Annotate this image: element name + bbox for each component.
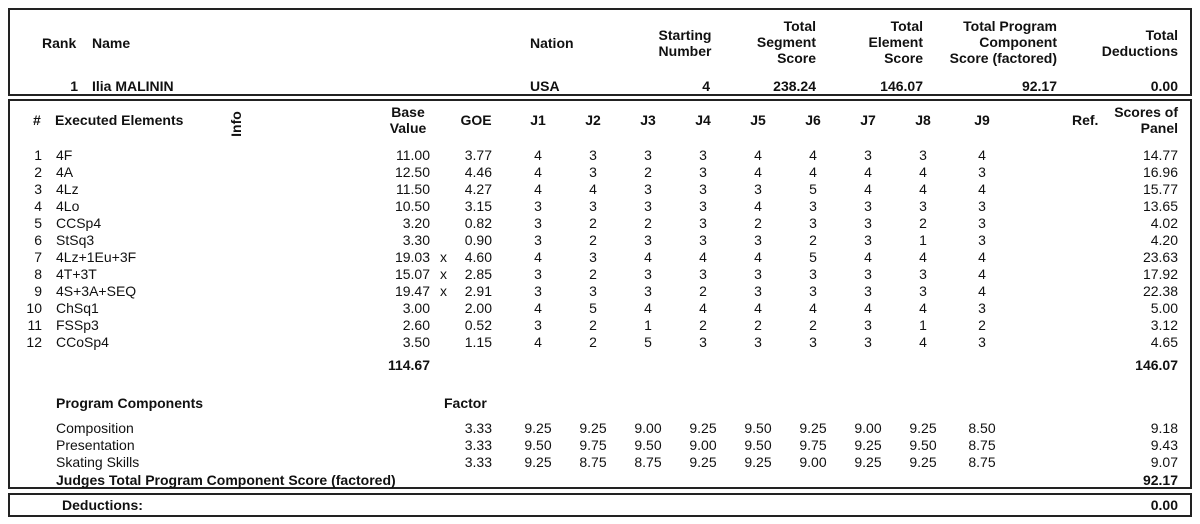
total-deductions-header: Total Deductions	[1101, 27, 1178, 59]
element-judge-score-7: 4	[864, 164, 872, 180]
component-judge-score-9: 8.75	[968, 454, 996, 470]
element-judge-score-4: 3	[699, 147, 707, 163]
element-panel-score: 4.02	[1150, 215, 1178, 231]
starting-number-header: Starting Number	[658, 27, 712, 59]
element-judge-score-1: 4	[534, 300, 542, 316]
component-name: Skating Skills	[56, 454, 140, 470]
skater-total-segment-score: 238.24	[773, 78, 816, 94]
element-judge-score-2: 2	[589, 317, 597, 333]
element-name: ChSq1	[56, 300, 99, 316]
element-judge-score-3: 2	[644, 215, 652, 231]
judge-header-9: J9	[974, 112, 990, 128]
element-judge-score-6: 5	[809, 249, 817, 265]
element-judge-score-7: 3	[864, 317, 872, 333]
element-judge-score-7: 4	[864, 181, 872, 197]
element-goe: 4.27	[464, 181, 492, 197]
element-judge-score-3: 4	[644, 249, 652, 265]
element-judge-score-8: 1	[919, 317, 927, 333]
element-judge-score-3: 3	[644, 232, 652, 248]
element-base-value: 3.50	[402, 334, 430, 350]
element-base-value: 19.47	[394, 283, 430, 299]
element-base-value: 19.03	[394, 249, 430, 265]
element-judge-score-8: 1	[919, 232, 927, 248]
component-judge-score-3: 9.50	[634, 437, 662, 453]
element-judge-score-1: 3	[534, 198, 542, 214]
element-judge-score-8: 3	[919, 147, 927, 163]
component-factor: 3.33	[464, 437, 492, 453]
element-judge-score-6: 2	[809, 232, 817, 248]
component-judge-score-8: 9.25	[909, 420, 937, 436]
element-panel-score: 16.96	[1142, 164, 1178, 180]
element-judge-score-4: 3	[699, 198, 707, 214]
element-goe: 4.60	[464, 249, 492, 265]
element-base-value: 15.07	[394, 266, 430, 282]
component-judge-score-1: 9.50	[524, 437, 552, 453]
element-judge-score-7: 3	[864, 147, 872, 163]
element-judge-score-7: 4	[864, 249, 872, 265]
judge-header-4: J4	[695, 112, 711, 128]
element-judge-score-5: 3	[754, 334, 762, 350]
element-name: 4F	[56, 147, 73, 163]
element-judge-score-8: 3	[919, 283, 927, 299]
element-row	[0, 317, 1200, 334]
element-judge-score-1: 4	[534, 249, 542, 265]
component-factor: 3.33	[464, 454, 492, 470]
component-judge-score-8: 9.50	[909, 437, 937, 453]
element-number: 8	[34, 266, 42, 282]
element-goe: 0.82	[464, 215, 492, 231]
element-judge-score-8: 4	[919, 181, 927, 197]
element-judge-score-3: 2	[644, 164, 652, 180]
element-number: 2	[34, 164, 42, 180]
element-judge-score-3: 4	[644, 300, 652, 316]
element-bonus-marker: x	[440, 249, 447, 265]
element-goe: 3.77	[464, 147, 492, 163]
element-judge-score-7: 3	[864, 334, 872, 350]
element-judge-score-6: 2	[809, 317, 817, 333]
total-segment-score-header: Total Segment Score	[756, 18, 816, 66]
element-number-header: #	[33, 112, 41, 128]
element-name: CCSp4	[56, 215, 102, 231]
element-number: 10	[26, 300, 42, 316]
element-judge-score-4: 3	[699, 266, 707, 282]
component-judge-score-7: 9.25	[854, 437, 882, 453]
element-judge-score-5: 3	[754, 181, 762, 197]
component-judge-score-3: 8.75	[634, 454, 662, 470]
component-name: Presentation	[56, 437, 135, 453]
element-name: 4A	[56, 164, 74, 180]
component-judge-score-1: 9.25	[524, 420, 552, 436]
element-judge-score-7: 3	[864, 266, 872, 282]
component-judge-score-7: 9.25	[854, 454, 882, 470]
element-row	[0, 215, 1200, 232]
element-judge-score-5: 4	[754, 198, 762, 214]
element-judge-score-4: 3	[699, 232, 707, 248]
element-judge-score-5: 4	[754, 300, 762, 316]
element-judge-score-6: 4	[809, 147, 817, 163]
judge-header-3: J3	[640, 112, 656, 128]
element-judge-score-7: 3	[864, 232, 872, 248]
element-judge-score-2: 3	[589, 147, 597, 163]
element-row	[0, 249, 1200, 266]
element-goe: 0.90	[464, 232, 492, 248]
element-name: CCoSp4	[56, 334, 109, 350]
element-judge-score-7: 4	[864, 300, 872, 316]
component-judge-score-6: 9.25	[799, 420, 827, 436]
judge-header-7: J7	[860, 112, 876, 128]
judge-header-2: J2	[585, 112, 601, 128]
element-judge-score-4: 3	[699, 215, 707, 231]
element-judge-score-2: 2	[589, 215, 597, 231]
element-judge-score-4: 3	[699, 181, 707, 197]
component-judge-score-9: 8.75	[968, 437, 996, 453]
component-judge-score-2: 8.75	[579, 454, 607, 470]
component-judge-score-2: 9.75	[579, 437, 607, 453]
element-judge-score-8: 2	[919, 215, 927, 231]
element-panel-score: 13.65	[1142, 198, 1178, 214]
element-bonus-marker: x	[440, 266, 447, 282]
name-header: Name	[92, 35, 131, 51]
element-judge-score-7: 3	[864, 215, 872, 231]
element-judge-score-5: 3	[754, 283, 762, 299]
element-number: 5	[34, 215, 42, 231]
element-judge-score-1: 3	[534, 317, 542, 333]
element-goe: 2.00	[464, 300, 492, 316]
component-judge-score-5: 9.50	[744, 420, 772, 436]
element-name: 4Lz	[56, 181, 79, 197]
element-judge-score-4: 4	[699, 249, 707, 265]
skater-total-element-score: 146.07	[880, 78, 923, 94]
factor-header: Factor	[444, 395, 487, 411]
scores-of-panel-total: 146.07	[1135, 357, 1178, 373]
skater-nation: USA	[530, 78, 560, 94]
element-judge-score-3: 3	[644, 198, 652, 214]
element-panel-score: 17.92	[1142, 266, 1178, 282]
judge-header-5: J5	[750, 112, 766, 128]
element-base-value: 3.00	[402, 300, 430, 316]
element-name: FSSp3	[56, 317, 99, 333]
nation-header: Nation	[530, 35, 574, 51]
element-judge-score-8: 3	[919, 266, 927, 282]
rank-header: Rank	[42, 35, 77, 51]
element-judge-score-9: 3	[978, 300, 986, 316]
element-judge-score-6: 4	[809, 300, 817, 316]
element-number: 6	[34, 232, 42, 248]
scores-of-panel-header: Scores of Panel	[1114, 104, 1178, 136]
element-row	[0, 181, 1200, 198]
element-judge-score-1: 3	[534, 266, 542, 282]
element-judge-score-5: 4	[754, 164, 762, 180]
element-judge-score-3: 3	[644, 266, 652, 282]
component-judge-score-2: 9.25	[579, 420, 607, 436]
element-judge-score-9: 4	[978, 181, 986, 197]
element-judge-score-8: 4	[919, 164, 927, 180]
component-judge-score-3: 9.00	[634, 420, 662, 436]
element-goe: 0.52	[464, 317, 492, 333]
element-panel-score: 4.20	[1150, 232, 1178, 248]
element-judge-score-6: 3	[809, 283, 817, 299]
skater-name: Ilia MALININ	[92, 78, 174, 94]
skater-total-pcs: 92.17	[1021, 78, 1057, 94]
element-judge-score-8: 3	[919, 198, 927, 214]
element-number: 3	[34, 181, 42, 197]
component-judge-score-4: 9.25	[689, 420, 717, 436]
element-row	[0, 266, 1200, 283]
element-goe: 1.15	[464, 334, 492, 350]
element-judge-score-8: 4	[919, 300, 927, 316]
element-judge-score-5: 4	[754, 147, 762, 163]
component-panel-score: 9.18	[1150, 420, 1178, 436]
element-base-value: 3.20	[402, 215, 430, 231]
element-judge-score-3: 3	[644, 181, 652, 197]
deductions-box	[8, 493, 1192, 517]
element-judge-score-4: 2	[699, 317, 707, 333]
element-row	[0, 232, 1200, 249]
element-judge-score-8: 4	[919, 334, 927, 350]
element-panel-score: 15.77	[1142, 181, 1178, 197]
element-base-value: 2.60	[402, 317, 430, 333]
skater-starting-number: 4	[702, 78, 710, 94]
element-name: 4Lz+1Eu+3F	[56, 249, 137, 265]
total-element-score-header: Total Element Score	[868, 18, 923, 66]
element-judge-score-3: 5	[644, 334, 652, 350]
element-panel-score: 3.12	[1150, 317, 1178, 333]
element-judge-score-1: 3	[534, 215, 542, 231]
element-judge-score-5: 2	[754, 317, 762, 333]
element-judge-score-4: 4	[699, 300, 707, 316]
element-judge-score-7: 3	[864, 198, 872, 214]
element-base-value: 11.00	[396, 147, 430, 163]
element-judge-score-2: 3	[589, 198, 597, 214]
element-judge-score-6: 3	[809, 198, 817, 214]
element-judge-score-3: 3	[644, 283, 652, 299]
element-judge-score-9: 2	[978, 317, 986, 333]
element-judge-score-8: 4	[919, 249, 927, 265]
element-judge-score-5: 3	[754, 232, 762, 248]
judge-header-8: J8	[915, 112, 931, 128]
element-base-value: 11.50	[396, 181, 430, 197]
element-judge-score-9: 4	[978, 283, 986, 299]
component-judge-score-5: 9.50	[744, 437, 772, 453]
element-number: 7	[34, 249, 42, 265]
element-number: 9	[34, 283, 42, 299]
element-row	[0, 300, 1200, 317]
component-judge-score-1: 9.25	[524, 454, 552, 470]
element-number: 1	[34, 147, 42, 163]
element-judge-score-1: 4	[534, 181, 542, 197]
element-row	[0, 164, 1200, 181]
component-judge-score-6: 9.00	[799, 454, 827, 470]
info-header: Info	[227, 111, 244, 137]
element-goe: 4.46	[464, 164, 492, 180]
component-panel-score: 9.07	[1150, 454, 1178, 470]
element-row	[0, 147, 1200, 164]
component-row	[0, 437, 1200, 454]
element-judge-score-6: 4	[809, 164, 817, 180]
element-row	[0, 283, 1200, 300]
executed-elements-header: Executed Elements	[55, 112, 184, 128]
element-judge-score-7: 3	[864, 283, 872, 299]
element-number: 4	[34, 198, 42, 214]
element-judge-score-2: 5	[589, 300, 597, 316]
component-judge-score-8: 9.25	[909, 454, 937, 470]
element-judge-score-2: 2	[589, 334, 597, 350]
element-judge-score-5: 2	[754, 215, 762, 231]
goe-header: GOE	[460, 112, 492, 128]
base-value-total: 114.67	[387, 357, 430, 373]
element-panel-score: 22.38	[1142, 283, 1178, 299]
element-judge-score-1: 4	[534, 147, 542, 163]
element-row	[0, 334, 1200, 351]
element-goe: 3.15	[464, 198, 492, 214]
element-judge-score-6: 5	[809, 181, 817, 197]
element-judge-score-9: 4	[978, 147, 986, 163]
element-judge-score-5: 4	[754, 249, 762, 265]
total-program-component-score-header: Total Program Component Score (factored)	[949, 18, 1057, 66]
component-judge-score-4: 9.00	[689, 437, 717, 453]
ref-header: Ref.	[1072, 112, 1099, 128]
program-components-header: Program Components	[56, 395, 204, 411]
element-judge-score-3: 3	[644, 147, 652, 163]
skater-rank: 1	[70, 78, 78, 94]
element-judge-score-1: 3	[534, 283, 542, 299]
judge-header-1: J1	[530, 112, 546, 128]
element-judge-score-2: 2	[589, 266, 597, 282]
element-number: 12	[26, 334, 42, 350]
element-judge-score-6: 3	[809, 266, 817, 282]
element-bonus-marker: x	[440, 283, 447, 299]
element-judge-score-2: 3	[589, 249, 597, 265]
component-row	[0, 454, 1200, 471]
element-judge-score-1: 3	[534, 232, 542, 248]
component-name: Composition	[56, 420, 134, 436]
judges-total-pcs-label: Judges Total Program Component Score (factored)	[56, 472, 396, 488]
element-name: StSq3	[56, 232, 95, 248]
element-judge-score-9: 3	[978, 215, 986, 231]
element-judge-score-3: 1	[644, 317, 652, 333]
component-judge-score-4: 9.25	[689, 454, 717, 470]
element-judge-score-9: 3	[978, 198, 986, 214]
component-judge-score-9: 8.50	[968, 420, 996, 436]
element-name: 4S+3A+SEQ	[56, 283, 137, 299]
element-panel-score: 14.77	[1142, 147, 1178, 163]
element-judge-score-9: 3	[978, 232, 986, 248]
element-judge-score-1: 4	[534, 164, 542, 180]
judge-header-6: J6	[805, 112, 821, 128]
element-goe: 2.85	[464, 266, 492, 282]
element-judge-score-1: 4	[534, 334, 542, 350]
component-judge-score-6: 9.75	[799, 437, 827, 453]
element-judge-score-2: 4	[589, 181, 597, 197]
base-value-header: Base Value	[389, 104, 427, 136]
element-judge-score-9: 3	[978, 334, 986, 350]
element-base-value: 10.50	[394, 198, 430, 214]
element-name: 4T+3T	[56, 266, 97, 282]
element-name: 4Lo	[56, 198, 80, 214]
element-base-value: 3.30	[402, 232, 430, 248]
element-judge-score-4: 2	[699, 283, 707, 299]
deductions-value: 0.00	[1150, 497, 1178, 513]
component-panel-score: 9.43	[1150, 437, 1178, 453]
element-panel-score: 23.63	[1142, 249, 1178, 265]
element-judge-score-9: 4	[978, 266, 986, 282]
judges-total-pcs-value: 92.17	[1142, 472, 1178, 488]
element-judge-score-9: 3	[978, 164, 986, 180]
component-row	[0, 420, 1200, 437]
element-judge-score-4: 3	[699, 164, 707, 180]
element-judge-score-6: 3	[809, 215, 817, 231]
deductions-label: Deductions:	[62, 497, 143, 513]
element-judge-score-5: 3	[754, 266, 762, 282]
component-judge-score-5: 9.25	[744, 454, 772, 470]
element-goe: 2.91	[464, 283, 492, 299]
element-judge-score-4: 3	[699, 334, 707, 350]
element-panel-score: 4.65	[1150, 334, 1178, 350]
element-base-value: 12.50	[394, 164, 430, 180]
element-judge-score-6: 3	[809, 334, 817, 350]
skater-total-deductions: 0.00	[1150, 78, 1178, 94]
element-panel-score: 5.00	[1150, 300, 1178, 316]
element-judge-score-2: 2	[589, 232, 597, 248]
element-row	[0, 198, 1200, 215]
element-judge-score-9: 4	[978, 249, 986, 265]
element-number: 11	[27, 317, 42, 333]
element-judge-score-2: 3	[589, 283, 597, 299]
element-judge-score-2: 3	[589, 164, 597, 180]
component-factor: 3.33	[464, 420, 492, 436]
component-judge-score-7: 9.00	[854, 420, 882, 436]
